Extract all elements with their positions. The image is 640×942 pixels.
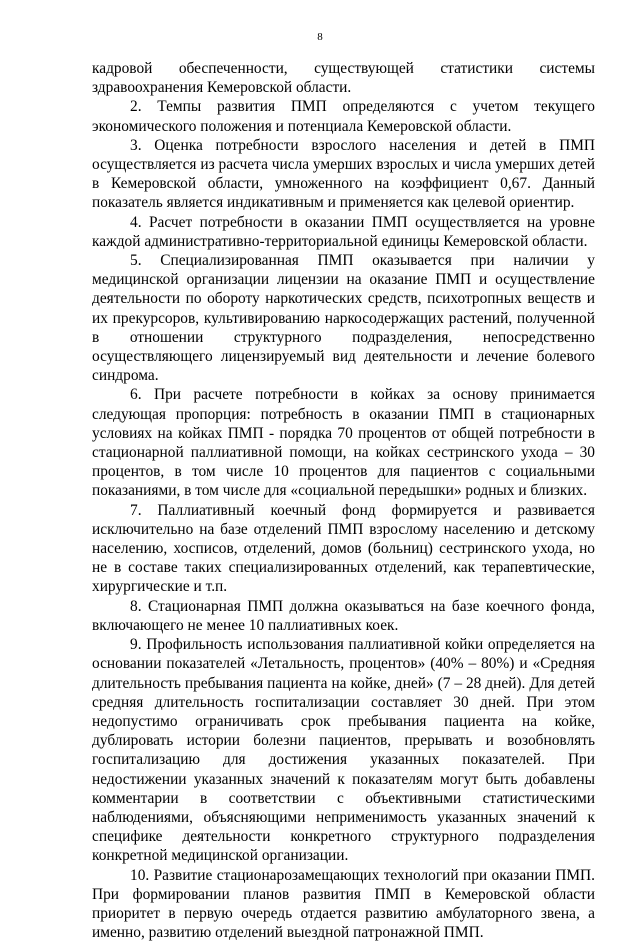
paragraph-item-3: 3. Оценка потребности взрослого населения и детей в ПМП осуществляется из расчета числа умерших взрослых и числа умерших детей в Кемеровской области, умноженного на коэффициент 0,67. Данный показатель является индикативным и применяется как целевой ориентир. (92, 136, 595, 212)
document-body (92, 59, 595, 942)
paragraph-item-4: 4. Расчет потребности в оказании ПМП осуществляется на уровне каждой административно-территориальной единицы Кемеровской области. (92, 213, 595, 250)
paragraph-item-9: 9. Профильность использования паллиативной койки определяется на основании показателей «Летальность, процентов» (40% – 80%) и «Средняя длительность пребывания пациента на койке, дней» (7 – 28 дней). Для детей средняя длительность госпитализации составляет 30 дней. При этом недопустимо ограничивать срок пребывания пациента на койке, дублировать истории болезни пациентов, прерывать и возобновлять госпитализацию для достижения указанных показателей. При недостижении указанных значений к показателям могут быть добавлены комментарии в соответствии с объективными статистическими наблюдениями, объясняющими неприменимость указанных значений к специфике деятельности конкретного структурного подразделения конкретной медицинской организации. (92, 636, 595, 865)
paragraph-item-5: 5. Специализированная ПМП оказывается при наличии у медицинской организации лицензии на оказание ПМП и осуществление деятельности по обороту наркотических средств, психотропных веществ и их прекурсоров, культивированию наркосодержащих растений, полученной в отношении структурного подразделения, непосредственно осуществляющего лицензируемый вид деятельности и лечение болевого синдрома. (92, 252, 595, 385)
paragraph-item-2: 2. Темпы развития ПМП определяются с учетом текущего экономического положения и потенциала Кемеровской области. (92, 98, 595, 135)
paragraph-item-10: 10. Развитие стационарозамещающих технологий при оказании ПМП. При формировании планов развития ПМП в Кемеровской области приоритет в первую очередь отдается развитию амбулаторного звена, а именно, развитию отделений выездной патронажной ПМП. (92, 866, 595, 942)
paragraph-item-6: 6. При расчете потребности в койках за основу принимается следующая пропорция: потребность в оказании ПМП в стационарных условиях на койках ПМП - порядка 70 процентов от общей потребности в стационарной паллиативной помощи, на койках сестринского ухода – 30 процентов, в том числе 10 процентов для пациентов с социальными показаниями, в том числе для «социальной передышки» родных и близких. (92, 386, 595, 500)
paragraph-item-7: 7. Паллиативный коечный фонд формируется и развивается исключительно на базе отделений ПМП взрослому населению и детскому населению, хосписов, отделений, домов (больниц) сестринского ухода, но не в составе таких специализированных отделений, как терапевтические, хирургические и т.п. (92, 501, 595, 596)
paragraph-item-8: 8. Стационарная ПМП должна оказываться на базе коечного фонда, включающего не менее 10 паллиативных коек. (92, 597, 595, 634)
page-number: 8 (317, 31, 323, 43)
paragraph-continuation: кадровой обеспеченности, существующей статистики системы здравоохранения Кемеровской области. (92, 60, 595, 97)
